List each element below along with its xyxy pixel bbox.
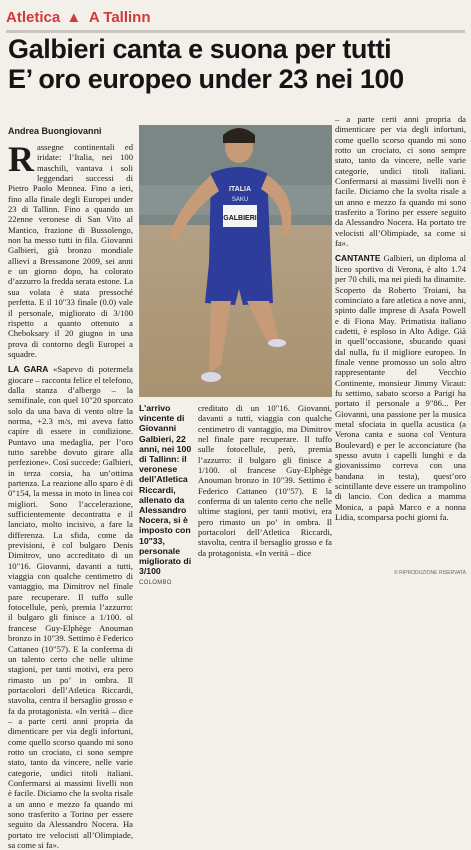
headline-line1: Galbieri canta e suona per tutti (8, 34, 392, 64)
sponsor-label: SAKU (231, 197, 249, 203)
bib-country: ITALIA (228, 186, 252, 193)
photo-caption (139, 403, 195, 587)
headline-line2: E’ oro europeo under 23 nei 100 (8, 64, 404, 94)
headline (8, 34, 468, 94)
paragraph-1: assegne continentali ed iridate: l’Italia, nei 100 maschili, vantava i soli leggendari successi di Pietro Paolo Mennea. Fino a ieri, fino alla finale degli Europei under 23 di Tallinn. Fino a quando un 22enne veronese di San Vito al Mantico, frazione di Bussolengo, non ha messo tutti in fila. Giovanni Galbieri, già bronzo mondiale allievi a Bressanone 2009, sei anni e un giorno dopo, ha colorato d’azzurro la fredda serata estone. La sua volata è stata pressoché perfetta. E il 10"33 finale (0.0) vale il personale, migliorato di 3/100 rispetto a quanto ottenuto a Cheboksary il 20 giugno in una prova di contorno degli Europei a squadre. (8, 142, 134, 359)
drop-cap: R (8, 139, 34, 179)
location-label: A Tallinn (88, 9, 151, 26)
section-name: Atletica (6, 9, 61, 26)
article-column-1 (8, 139, 134, 850)
runner-photo (139, 125, 332, 397)
bib-name: GALBIERI (223, 215, 257, 222)
paragraph-3: Galbieri, un diploma al liceo sportivo di Verona, è alto 1.74 per 70 chili, ma nei piedi ha dinamite. Scoperto da Roberto Troiani, ha cominciato a fare atletica a nove anni, spinto dalle imprese di Asafa Powell e di Fiona May. Primatista italiano cadetti, è esploso in Alto Adige. Già in quell’occasione, sbucando quasi dal nulla, fu il migliore europeo. In finale venne promosso un solo altro rappresentante del Vecchio Continente, monsieur Jimmy Vicaut: fu settimo, sabato scorso a Parigi ha portato il personale a 9"86... Per Giovanni, una passione per la musica metal sfociata in quella acustica (a Verona canta e suona col Ventura Boulevard) e per le acconciature (ha spesso avuto i capelli lunghi e da giovanissimo correva con una bandana in testa), quest’oro scintillante deve essere un trampolino di lancio. Con dedica a mamma Monica, a papà Marco e a nonna Lidia, scomparsa pochi giorni fa. (335, 253, 466, 523)
section-kicker (6, 6, 465, 30)
lead-gara: LA GARA (8, 364, 49, 375)
paragraph-2: «Sapevo di potermela giocare – racconta felice el telefono, dalla stanza d’albergo – la semifinale, con quel 10"20 sporcato solo da una bava di vento oltre la norma, +2.3 m/s, mi aveva fatto capire di essere in condizione. Puntavo una medaglia, per l’oro tutto sarebbe dovuto girare alla perfezione». Così succede: Galbieri, in terza corsia, ha un’ottima partenza. La reazione allo sparo è di 0"154, la messa in moto in linea coi migliori. Sono l’accelerazione, sufficientemente decontratta e il lanciato, molto incisivo, a fare la differenza. La sfida, come da previsioni, è col bulgaro Denis Dimitrov, uno accreditato di un 10"16. Giovanni, davanti a tutti, viaggia con qualche centimetro di vantaggio, ma Dimitrov nel finale pare recuperare. Il tuffo sulle fotocellule, però, premia l’azzurro: il bulgaro gli finisce a 1/100. ol francese Guy-Elphège Anouman bronzo in 10"39. Settimo è Federico Cattaneo (10"57). E la conferma di un talento certo che nelle ultime stagioni, per tanti motivi, era pero rimasto un po’ in ombra. Il portacolori dell’Atletica Riccardi, stavolta, centra il bersaglio grosso e fa da protagonista. «In verità – dice – a parte certi anni propria da dimenticare per via degli infortuni, come quello scorso quando mi sono rotto un crociato, ci sono sempre stato, tanto da vincere, nelle varie categorie, undici titoli italiani. Confermarsi ai massimi livelli non è facile. Diciamo che la svolta risale a un anno e mezzo fa quando mi sono trasferito a Torino per essere seguito da Alessandro Nocera. Ha portato tre velocisti all’Olimpiade, sa come si fa». (8, 364, 134, 850)
caption-text: L’arrivo vincente di Giovanni Galbieri, 22 anni, nei 100 di Tallinn: il veronese dell’Atletica Riccardi, allenato da Alessandro Nocera, si è imposto con 10"33, personale migliorato di 3/100 (139, 403, 192, 577)
lead-cantante: CANTANTE (335, 253, 381, 264)
paragraph-2-tail: – a parte certi anni propria da dimenticare per via degli infortuni, come quello scorso quando mi sono rotto un crociato, ci sono sempre stato, tanto da vincere, nelle varie categorie, undici titoli italiani. Confermarsi ai massimi livelli non è facile. Diciamo che la svolta risale a un anno e mezzo fa quando mi sono trasferito a Torino per essere seguito da Alessandro Nocera. Ha portato tre velocisti all’Olimpiade, sa come si fa». (335, 114, 466, 249)
divider (6, 30, 465, 33)
article-column-3 (335, 114, 466, 580)
article-column-2 (198, 403, 332, 580)
copyright-footer: © RIPRODUZIONE RISERVATA (394, 570, 466, 576)
arrow-icon: ▲ (66, 9, 82, 26)
runner-photo-icon (139, 125, 332, 397)
paragraph-2-continued: creditato di un 10"16. Giovanni, davanti a tutti, viaggia con qualche centimetro di vantaggio, ma Dimitrov nel finale pare recuperare. Il tuffo sulle fotocellule, però, premia l’azzurro: il bulgaro gli finisce a 1/100. ol francese Guy-Elphège Anouman bronzo in 10"39. Settimo è Federico Cattaneo (10"57). E la conferma di un talento certo che nelle ultime stagioni, per tanti motivi, era pero rimasto un po’ in ombra. Il portacolori dell’Atletica Riccardi, stavolta, centra il bersaglio grosso e fa da protagonista. «In verità – dice (198, 403, 332, 558)
byline: Andrea Buongiovanni (8, 126, 102, 136)
photo-credit: COLOMBO (139, 580, 172, 587)
